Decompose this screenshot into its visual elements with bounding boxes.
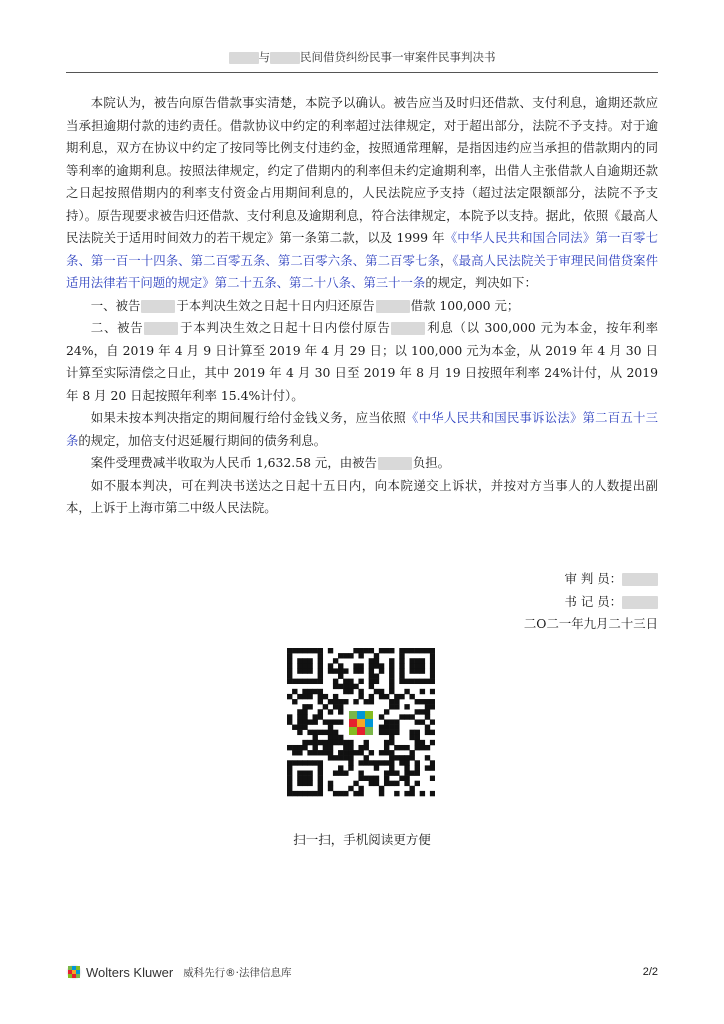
lending-provisions-link[interactable]: 《最高人民法院关于审理民间借贷案件适用法律若干问题的规定》第二十五条、第二十八条、第三十一条 [66, 252, 659, 290]
document-header [66, 46, 658, 73]
header-separator: 与 [258, 50, 270, 64]
item1-prefix: 一、被告 [90, 297, 141, 313]
redacted-plaintiff [376, 300, 410, 313]
judgment-item-1 [66, 295, 658, 318]
item2-prefix: 二、被告 [90, 320, 144, 335]
item2-middle: 于本判决生效之日起十日内偿付原告 [179, 320, 391, 335]
late-payment-tail: 的规定，加倍支付迟延履行期间的债务利息。 [78, 432, 327, 448]
clerk-line [66, 591, 658, 614]
fee-tail: 负担。 [412, 455, 451, 470]
clerk-label: 书 记 员： [564, 593, 622, 609]
qr-code-image [287, 648, 435, 798]
late-payment-paragraph [66, 407, 658, 452]
redacted-defendant-name [270, 52, 300, 64]
judgment-body [66, 92, 658, 520]
redacted-defendant [141, 300, 175, 313]
brand [66, 964, 292, 980]
item2-interest: 利息（以 300,000 元为本金，按年利率 24%，自 2019 年 4 月 9 日计算至 2019 年 4 月 29 日；以 100,000 元为本金，从 2019 年 4 月 30 日计算至实际清偿之日止，其中 2019 年 4 月 30 日至 2019 年 8 月 19 日按照年利率 24%计付，从 2019 年 8 月 20 日起按照年利率 15.4%计付）。 [66, 320, 659, 403]
brand-subtitle: 威科先行®·法律信息库 [183, 966, 292, 979]
reasoning-paragraph [66, 92, 658, 295]
item1-middle: 于本判决生效之日起十日内归还原告 [176, 297, 375, 313]
contract-law-link[interactable]: 《中华人民共和国合同法》第一百零七条、第一百一十四条、第二百零五条、第二百零六条、第二百零七条 [66, 230, 659, 268]
late-payment-text: 如果未按本判决指定的期间履行给付金钱义务，应当依照 [90, 410, 407, 425]
reasoning-tail: 的规定，判决如下： [425, 275, 537, 290]
judge-line [66, 568, 658, 591]
judgment-date: 二O二一年九月二十三日 [523, 616, 658, 631]
reasoning-comma: ， [439, 252, 453, 268]
qr-caption: 扫一扫，手机阅读更方便 [293, 832, 431, 847]
reasoning-text: 本院认为，被告向原告借款事实清楚，本院予以确认。被告应当及时归还借款、支付利息，逾期还款应当承担逾期付款的违约责任。借款协议中约定的利率超过法律规定，对于超出部分，法院不予支持。对于逾期利息，双方在协议中约定了按同等比例支付违约金，按照通常理解，是指因违约应当承担的借款期内的同等利率的逾期利息。按照法律规定，约定了借期内的利率但未约定逾期利率，出借人主张借款人自逾期还款之日起按照借期内的利率支付资金占用期间利息的，人民法院应予支持（超过法定限额部分，法院不予支持）。原告现要求被告归还借款、支付利息及逾期利息，符合法律规定，本院予以支持。据此，依照《最高人民法院关于适用时间效力的若干规定》第一条第二款，以及 1999 年 [66, 95, 658, 245]
appeal-paragraph: 如不服本判决，可在判决书送达之日起十五日内，向本院递交上诉状，并按对方当事人的人数提出副本，上诉于上海市第二中级人民法院。 [66, 477, 658, 515]
redacted-defendant [378, 457, 412, 470]
page-number: 2/2 [642, 966, 658, 978]
signature-block [66, 568, 658, 636]
qr-code[interactable] [287, 648, 435, 798]
fee-paragraph [66, 452, 658, 475]
header-title: 民间借贷纠纷民事一审案件民事判决书 [300, 50, 496, 64]
judgment-item-2 [66, 317, 658, 407]
redacted-judge-name [622, 573, 658, 586]
civil-procedure-law-link[interactable]: 《中华人民共和国民事诉讼法》第二百五十三条 [66, 410, 658, 448]
redacted-plaintiff-name [229, 52, 259, 64]
judge-label: 审 判 员： [564, 571, 622, 586]
wolters-kluwer-logo-icon [66, 964, 82, 980]
brand-name: Wolters Kluwer [86, 964, 174, 980]
redacted-plaintiff [391, 322, 425, 335]
page-footer [66, 964, 658, 984]
redacted-defendant [144, 322, 178, 335]
item1-amount: 借款 100,000 元； [410, 297, 520, 313]
fee-text: 案件受理费减半收取为人民币 1,632.58 元，由被告 [90, 455, 377, 470]
redacted-clerk-name [622, 596, 658, 609]
